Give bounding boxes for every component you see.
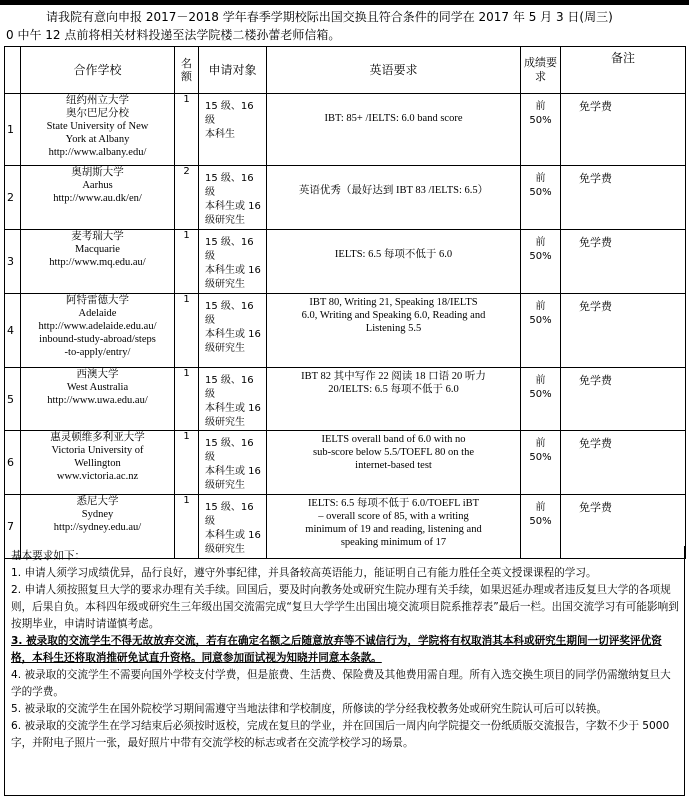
grade-line: 前 bbox=[535, 301, 546, 312]
note-cell: 免学费 bbox=[561, 166, 686, 230]
school-line: 惠灵顿维多利亚大学 bbox=[50, 432, 145, 443]
school-cell bbox=[21, 431, 175, 495]
requirement-item-1: 1. 申请人须学习成绩优异，品行良好，遵守外事纪律，并具备较高英语能力，能证明自己有能力胜任全英文授课课程的学习。 bbox=[11, 567, 597, 579]
note-cell: 免学费 bbox=[561, 368, 686, 431]
school-line: 麦考瑞大学 bbox=[71, 231, 124, 242]
applicant-line: 级研究生 bbox=[205, 343, 245, 354]
quota-cell: 2 bbox=[175, 166, 199, 230]
table-row bbox=[5, 94, 686, 166]
school-line: -to-apply/entry/ bbox=[64, 347, 131, 358]
english-line: IBT 80, Writing 21, Speaking 18/IELTS bbox=[309, 297, 478, 308]
english-cell bbox=[267, 230, 521, 294]
note-cell: 免学费 bbox=[561, 294, 686, 368]
applicant-line: 15 级、16 级 bbox=[205, 438, 254, 463]
school-cell bbox=[21, 294, 175, 368]
intro-line-1: 请我院有意向申报 2017－2018 学年春季学期校际出国交换且符合条件的同学在 2017 年 5 月 3 日(周三) bbox=[46, 10, 613, 24]
applicant-line: 本科生或 16 bbox=[205, 466, 261, 477]
table-row bbox=[5, 230, 686, 294]
applicant-line: 15 级、16 级 bbox=[205, 301, 254, 326]
school-line: http://www.albany.edu/ bbox=[48, 147, 147, 158]
applicant-line: 本科生或 16 bbox=[205, 403, 261, 414]
header-index bbox=[5, 47, 21, 94]
school-cell bbox=[21, 94, 175, 166]
quota-cell: 1 bbox=[175, 368, 199, 431]
quota-cell: 1 bbox=[175, 495, 199, 559]
quota-cell: 1 bbox=[175, 431, 199, 495]
applicant-line: 级研究生 bbox=[205, 215, 245, 226]
header-note: 备注 bbox=[561, 47, 686, 94]
applicant-line: 级研究生 bbox=[205, 480, 245, 491]
applicant-line: 本科生或 16 bbox=[205, 329, 261, 340]
quota-cell: 1 bbox=[175, 230, 199, 294]
note-cell: 免学费 bbox=[561, 495, 686, 559]
requirement-item-6: 6. 被录取的交流学生在学习结束后必须按时返校，完成在复旦的学业，并在回国后一周内向学院提交一份纸质版交流报告，字数不少于 5000 字，并附电子照片一张，最好照片中带有交流学校的标志或者在交流学校学习的场景。 bbox=[11, 720, 670, 749]
school-line: 西澳大学 bbox=[76, 369, 119, 380]
school-line: 纽约州立大学 bbox=[66, 95, 129, 106]
school-line: Adelaide bbox=[78, 308, 117, 319]
applicant-line: 本科生或 16 bbox=[205, 201, 261, 212]
school-line: Wellington bbox=[74, 458, 121, 469]
table-header-row bbox=[5, 47, 686, 94]
school-line: State University of New bbox=[46, 121, 149, 132]
applicant-line: 15 级、16 级 bbox=[205, 502, 254, 527]
requirement-item-3: 3. 被录取的交流学生不得无故放弃交流，若有在确定名额之后随意放弃等不诚信行为，学院将有权取消其本科或研究生期间一切评奖评优资格，本科生还将取消推研免试直升资格。同意参加面试视为知晓并同意本条款。 bbox=[11, 635, 662, 664]
grade-cell bbox=[521, 166, 561, 230]
grade-line: 前 bbox=[535, 438, 546, 449]
school-line: Victoria University of bbox=[51, 445, 144, 456]
requirement-item-4: 4. 被录取的交流学生不需要向国外学校支付学费，但是旅费、生活费、保险费及其他费用需自理。所有入选交换生项目的同学仍需缴纳复旦大学的学费。 bbox=[11, 669, 671, 698]
school-line: 奥尔巴尼分校 bbox=[66, 108, 129, 119]
applicant-line: 级研究生 bbox=[205, 279, 245, 290]
applicant-cell bbox=[199, 431, 267, 495]
english-line: IELTS overall band of 6.0 with no bbox=[321, 434, 466, 445]
grade-line: 前 bbox=[535, 173, 546, 184]
row-index: 7 bbox=[5, 495, 21, 559]
row-index: 6 bbox=[5, 431, 21, 495]
english-cell bbox=[267, 94, 521, 166]
note-cell: 免学费 bbox=[561, 431, 686, 495]
top-border-band bbox=[0, 0, 689, 5]
header-grade: 成绩要求 bbox=[521, 47, 561, 94]
applicant-line: 级研究生 bbox=[205, 544, 245, 555]
school-line: Macquarie bbox=[75, 244, 120, 255]
grade-cell bbox=[521, 431, 561, 495]
english-line: sub-score below 5.5/TOEFL 80 on the bbox=[313, 447, 474, 458]
applicant-line: 本科生或 16 bbox=[205, 530, 261, 541]
note-cell: 免学费 bbox=[561, 230, 686, 294]
intro-paragraph bbox=[6, 8, 682, 44]
header-school: 合作学校 bbox=[21, 47, 175, 94]
english-cell bbox=[267, 294, 521, 368]
school-line: http://www.au.dk/en/ bbox=[53, 193, 142, 204]
english-line: 20/IELTS: 6.5 每项不低于 6.0 bbox=[328, 384, 459, 395]
table-row bbox=[5, 368, 686, 431]
grade-line: 50% bbox=[529, 315, 552, 326]
grade-line: 50% bbox=[529, 389, 552, 400]
table-row bbox=[5, 166, 686, 230]
school-cell bbox=[21, 368, 175, 431]
english-line: minimum of 19 and reading, listening and bbox=[305, 524, 482, 535]
school-line: inbound-study-abroad/steps bbox=[39, 334, 156, 345]
applicant-cell bbox=[199, 230, 267, 294]
school-line: www.victoria.ac.nz bbox=[56, 471, 139, 482]
grade-line: 前 bbox=[535, 101, 546, 112]
english-cell bbox=[267, 431, 521, 495]
grade-line: 前 bbox=[535, 375, 546, 386]
table-row bbox=[5, 294, 686, 368]
applicant-line: 15 级、16 级 bbox=[205, 101, 254, 126]
requirements-title: 基本要求如下： bbox=[11, 550, 86, 562]
english-line: Listening 5.5 bbox=[365, 323, 422, 334]
applicant-line: 级研究生 bbox=[205, 417, 245, 428]
grade-cell bbox=[521, 368, 561, 431]
grade-cell bbox=[521, 94, 561, 166]
english-line: internet-based test bbox=[355, 460, 432, 471]
school-line: West Australia bbox=[66, 382, 129, 393]
grade-line: 50% bbox=[529, 516, 552, 527]
english-line: IBT 82 其中写作 22 阅读 18 口语 20 听力 bbox=[301, 371, 486, 382]
school-line: York at Albany bbox=[65, 134, 130, 145]
school-line: Aarhus bbox=[82, 180, 113, 191]
english-line: IBT: 85+ /IELTS: 6.0 band score bbox=[324, 113, 463, 124]
applicant-cell bbox=[199, 94, 267, 166]
school-line: http://www.adelaide.edu.au/ bbox=[38, 321, 157, 332]
header-applicant: 申请对象 bbox=[199, 47, 267, 94]
requirement-item-5: 5. 被录取的交流学生在国外院校学习期间需遵守当地法律和学校制度，所修读的学分经我校教务处或研究生院认可后可以转换。 bbox=[11, 703, 608, 715]
requirements-section bbox=[4, 546, 685, 796]
table-row bbox=[5, 431, 686, 495]
grade-line: 50% bbox=[529, 251, 552, 262]
english-line: IELTS: 6.5 每项不低于 6.0/TOEFL iBT bbox=[307, 498, 480, 509]
english-line: 6.0, Writing and Speaking 6.0, Reading and bbox=[301, 310, 486, 321]
applicant-line: 本科生或 16 bbox=[205, 265, 261, 276]
header-english: 英语要求 bbox=[267, 47, 521, 94]
school-line: 奥胡斯大学 bbox=[71, 167, 124, 178]
applicant-cell bbox=[199, 166, 267, 230]
grade-cell bbox=[521, 294, 561, 368]
english-line: IELTS: 6.5 每项不低于 6.0 bbox=[334, 249, 453, 260]
header-quota: 名额 bbox=[175, 47, 199, 94]
requirement-item-2: 2. 申请人须按照复旦大学的要求办理有关手续。回国后，要及时向教务处或研究生院办理有关手续，如果迟延办理或者违反复旦大学的各项规则，后果自负。本科四年级或研究生三年级出国交流需完成“复旦大学学生出国出境交流项目院系推荐表”最后一栏。出国交流学习有可能影响到按期毕业，申请时请谨慎考虑。 bbox=[11, 584, 679, 630]
intro-line-2 bbox=[6, 26, 682, 44]
grade-line: 前 bbox=[535, 502, 546, 513]
applicant-line: 本科生 bbox=[205, 129, 235, 140]
exchange-school-table bbox=[4, 46, 686, 559]
english-line: 英语优秀（最好达到 IBT 83 /IELTS: 6.5） bbox=[298, 185, 489, 196]
applicant-line: 15 级、16 级 bbox=[205, 375, 254, 400]
english-line: – overall score of 85, with a writing bbox=[318, 511, 469, 522]
school-line: http://sydney.edu.au/ bbox=[53, 522, 142, 533]
grade-line: 50% bbox=[529, 115, 552, 126]
applicant-line: 15 级、16 级 bbox=[205, 237, 254, 262]
applicant-line: 15 级、16 级 bbox=[205, 173, 254, 198]
applicant-cell bbox=[199, 368, 267, 431]
school-cell bbox=[21, 166, 175, 230]
school-line: 阿特雷德大学 bbox=[66, 295, 129, 306]
school-line: 悉尼大学 bbox=[76, 496, 119, 507]
quota-cell: 1 bbox=[175, 94, 199, 166]
grade-line: 50% bbox=[529, 187, 552, 198]
english-cell bbox=[267, 368, 521, 431]
applicant-cell bbox=[199, 294, 267, 368]
english-line: speaking minimum of 17 bbox=[340, 537, 447, 548]
row-index: 4 bbox=[5, 294, 21, 368]
row-index: 2 bbox=[5, 166, 21, 230]
grade-cell bbox=[521, 230, 561, 294]
row-index: 1 bbox=[5, 94, 21, 166]
row-index: 5 bbox=[5, 368, 21, 431]
english-cell bbox=[267, 166, 521, 230]
grade-line: 前 bbox=[535, 237, 546, 248]
note-cell: 免学费 bbox=[561, 94, 686, 166]
school-line: Sydney bbox=[81, 509, 114, 520]
quota-cell: 1 bbox=[175, 294, 199, 368]
school-line: http://www.uwa.edu.au/ bbox=[47, 395, 148, 406]
school-cell bbox=[21, 230, 175, 294]
intro-line-2-text: 0 中午 12 点前将相关材料投递至法学院楼二楼孙蕾老师信箱。 bbox=[6, 28, 341, 42]
school-line: http://www.mq.edu.au/ bbox=[49, 257, 146, 268]
row-index: 3 bbox=[5, 230, 21, 294]
grade-line: 50% bbox=[529, 452, 552, 463]
